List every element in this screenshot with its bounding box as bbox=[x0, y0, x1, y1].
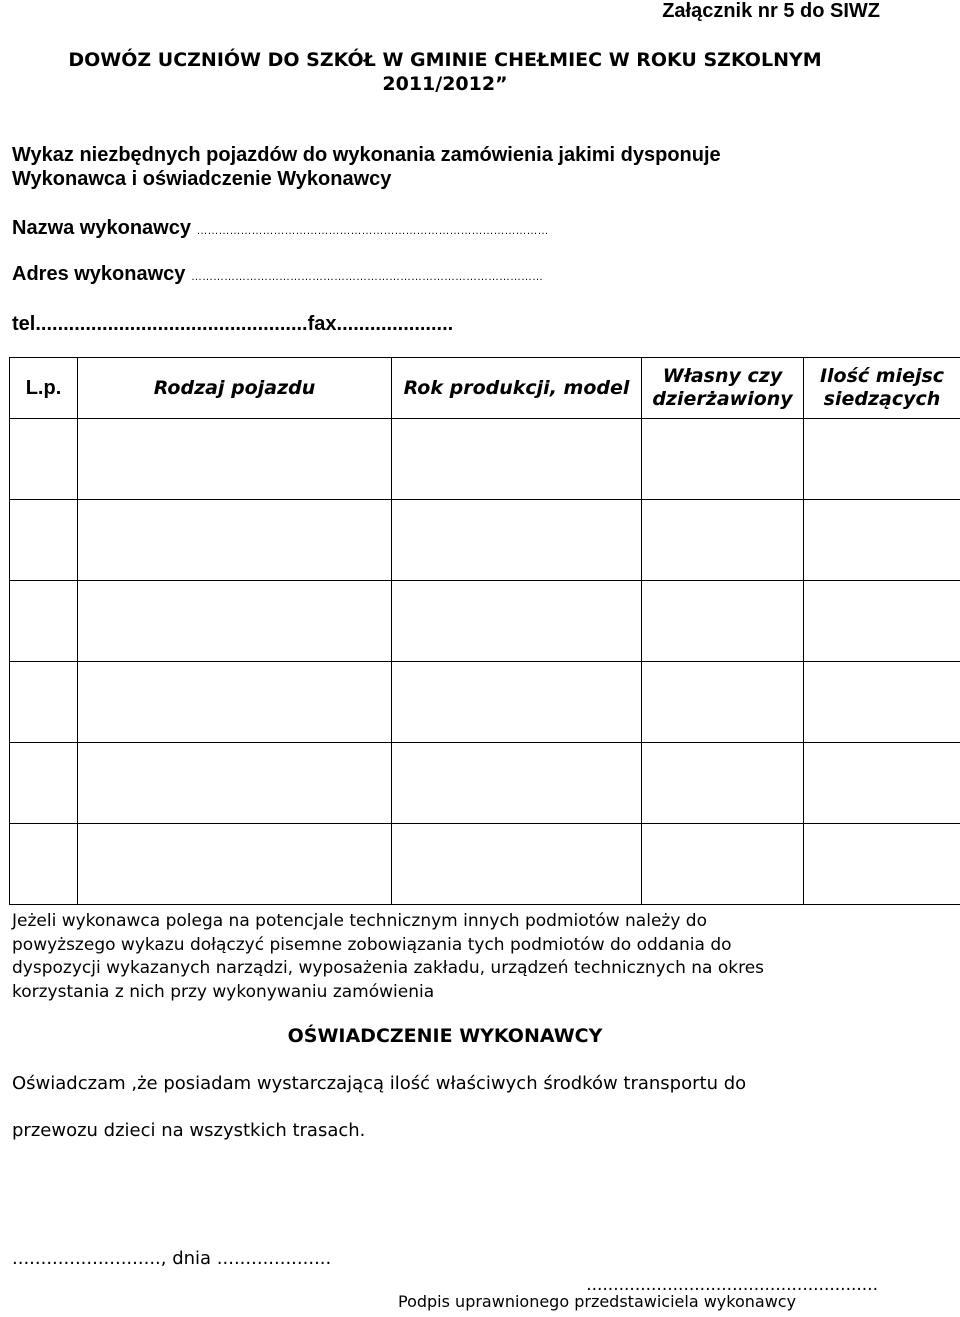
note-line4: korzystania z nich przy wykonywaniu zamówienia bbox=[12, 981, 435, 1002]
header-owned-leased: Własny czy dzierżawiony bbox=[642, 358, 804, 419]
document-title bbox=[0, 48, 890, 96]
table-cell[interactable] bbox=[642, 419, 804, 500]
contractor-name-field[interactable] bbox=[12, 217, 549, 240]
place-date-field[interactable]: .........................., dnia .................... bbox=[12, 1248, 332, 1269]
table-cell[interactable] bbox=[804, 824, 960, 905]
declaration-line1: Oświadczam ,że posiadam wystarczającą ilość właściwych środków transportu do bbox=[12, 1073, 747, 1094]
table-cell[interactable] bbox=[804, 581, 960, 662]
signature-line[interactable]: ...................................................... bbox=[586, 1275, 878, 1295]
note-line1: Jeżeli wykonawca polega na potencjale technicznym innych podmiotów należy do bbox=[12, 911, 707, 931]
table-cell[interactable] bbox=[10, 419, 78, 500]
subtitle-line1: Wykaz niezbędnych pojazdów do wykonania zamówienia jakimi dysponuje bbox=[12, 144, 721, 166]
table-cell[interactable] bbox=[78, 500, 392, 581]
table-cell[interactable] bbox=[804, 500, 960, 581]
table-cell[interactable] bbox=[78, 419, 392, 500]
document-title-line2: 2011/2012” bbox=[382, 73, 508, 95]
table-row bbox=[10, 419, 960, 500]
declaration-title: OŚWIADCZENIE WYKONAWCY bbox=[287, 1025, 603, 1047]
table-cell[interactable] bbox=[392, 500, 642, 581]
contractor-name-dots: …………………………………………………………………………………… bbox=[196, 225, 549, 237]
table-cell[interactable] bbox=[78, 662, 392, 743]
table-cell[interactable] bbox=[10, 662, 78, 743]
table-row bbox=[10, 581, 960, 662]
table-cell[interactable] bbox=[642, 824, 804, 905]
table-row bbox=[10, 743, 960, 824]
table-cell[interactable] bbox=[642, 581, 804, 662]
contractor-address-label: Adres wykonawcy bbox=[12, 263, 186, 285]
table-cell[interactable] bbox=[78, 581, 392, 662]
resources-note bbox=[12, 910, 912, 1004]
header-year-model: Rok produkcji, model bbox=[392, 358, 642, 419]
contractor-name-label: Nazwa wykonawcy bbox=[12, 217, 191, 239]
tel-fax-field[interactable]: tel.................................................fax..................... bbox=[12, 313, 454, 335]
header-vehicle-type: Rodzaj pojazdu bbox=[78, 358, 392, 419]
header-lp: L.p. bbox=[10, 358, 78, 419]
table-header-row bbox=[10, 358, 960, 419]
subtitle-line2: Wykonawca i oświadczenie Wykonawcy bbox=[12, 168, 392, 190]
table-cell[interactable] bbox=[392, 662, 642, 743]
signature-label: Podpis uprawnionego przedstawiciela wykonawcy bbox=[398, 1292, 797, 1311]
contractor-address-field[interactable] bbox=[12, 263, 543, 286]
table-cell[interactable] bbox=[392, 419, 642, 500]
contractor-address-dots: …………………………………………………………………………………… bbox=[190, 271, 543, 283]
table-cell[interactable] bbox=[804, 743, 960, 824]
table-cell[interactable] bbox=[642, 662, 804, 743]
table-row bbox=[10, 662, 960, 743]
table-cell[interactable] bbox=[10, 581, 78, 662]
table-cell[interactable] bbox=[10, 824, 78, 905]
vehicles-table bbox=[9, 357, 960, 905]
table-cell[interactable] bbox=[78, 824, 392, 905]
note-line3: dyspozycji wykazanych narządzi, wyposażenia zakładu, urządzeń technicznych na okres bbox=[12, 958, 765, 978]
document-subtitle bbox=[12, 143, 912, 191]
table-cell[interactable] bbox=[642, 743, 804, 824]
table-cell[interactable] bbox=[10, 500, 78, 581]
table-cell[interactable] bbox=[392, 581, 642, 662]
table-cell[interactable] bbox=[10, 743, 78, 824]
table-cell[interactable] bbox=[804, 662, 960, 743]
declaration-line2: przewozu dzieci na wszystkich trasach. bbox=[12, 1120, 366, 1141]
table-cell[interactable] bbox=[392, 743, 642, 824]
table-cell[interactable] bbox=[392, 824, 642, 905]
table-cell[interactable] bbox=[804, 419, 960, 500]
document-title-line1: DOWÓZ UCZNIÓW DO SZKÓŁ W GMINIE CHEŁMIEC W ROKU SZKOLNYM bbox=[68, 49, 822, 71]
header-seat-count: Ilość miejsc siedzących bbox=[804, 358, 960, 419]
table-row bbox=[10, 824, 960, 905]
note-line2: powyższego wykazu dołączyć pisemne zobowiązania tych podmiotów do oddania do bbox=[12, 934, 732, 955]
table-row bbox=[10, 500, 960, 581]
table-cell[interactable] bbox=[642, 500, 804, 581]
annex-label: Załącznik nr 5 do SIWZ bbox=[662, 0, 880, 22]
table-cell[interactable] bbox=[78, 743, 392, 824]
